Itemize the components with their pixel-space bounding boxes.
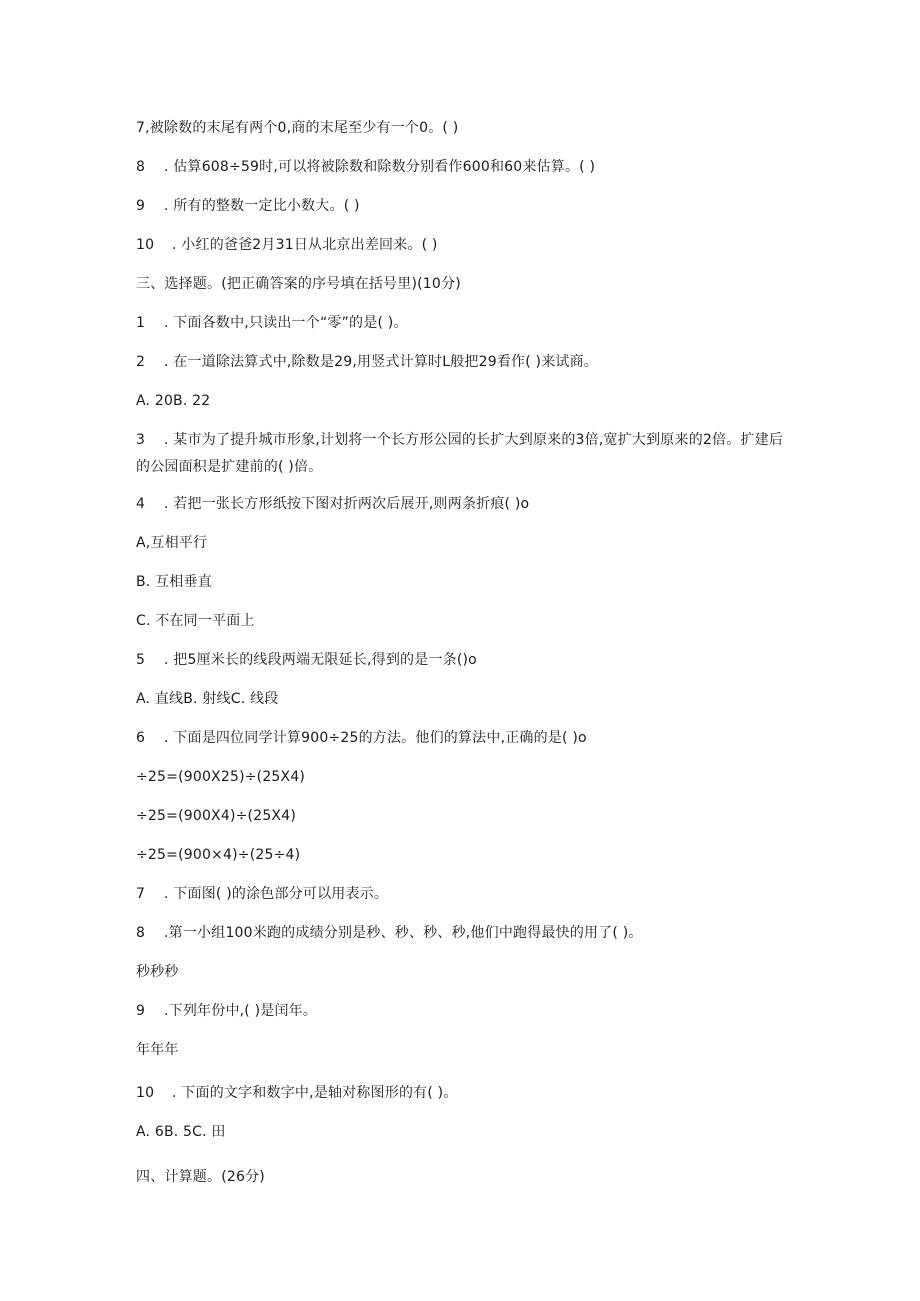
choice-item-6	[136, 728, 796, 748]
section-heading-choice	[136, 274, 796, 294]
item-text: . 下面的文字和数字中,是轴对称图形的有( )。	[172, 1085, 458, 1101]
choice-item-5	[136, 650, 796, 670]
item-number: 8	[136, 159, 146, 175]
choice-item-10	[136, 1083, 796, 1103]
option-text: A,互相平行	[136, 535, 208, 551]
options-text: A. 6B. 5C. 田	[136, 1124, 226, 1140]
formula-text: ÷25=(900X4)÷(25X4)	[136, 808, 296, 824]
choice-options-10	[136, 1122, 796, 1142]
item-number: 10	[136, 1085, 155, 1101]
item-text: . 所有的整数一定比小数大。( )	[164, 198, 360, 214]
options-text: A. 20B. 22	[136, 393, 211, 409]
choice-item-9	[136, 1001, 796, 1021]
item-text: 7,被除数的末尾有两个0,商的末尾至少有一个0。( )	[136, 120, 459, 136]
choice-item-2	[136, 352, 796, 372]
choice-options-8	[136, 962, 796, 982]
options-text: 年年年	[136, 1042, 179, 1058]
item-text: . 某市为了提升城市形象,计划将一个长方形公园的长扩大到原来的3倍,宽扩大到原来的2倍。扩建后的公园面积是扩建前的( )倍。	[136, 432, 784, 475]
item-number: 5	[136, 652, 146, 668]
formula-line-3	[136, 845, 796, 865]
item-text: .第一小组100米跑的成绩分别是秒、秒、秒、秒,他们中跑得最快的用了( )。	[164, 925, 643, 941]
item-number: 4	[136, 496, 146, 512]
item-text: . 若把一张长方形纸按下图对折两次后展开,则两条折痕( )o	[164, 496, 530, 512]
item-number: 9	[136, 198, 146, 214]
choice-option-c	[136, 611, 796, 631]
judge-item-9	[136, 196, 796, 216]
options-text: A. 直线B. 射线C. 线段	[136, 691, 279, 707]
section-title: 三、选择题。(把正确答案的序号填在括号里)(10分)	[136, 276, 461, 292]
choice-option-b	[136, 572, 796, 592]
section-heading-calculation	[136, 1167, 796, 1187]
item-number: 2	[136, 354, 146, 370]
option-text: C. 不在同一平面上	[136, 613, 255, 629]
item-text: . 下面各数中,只读出一个“零”的是( )。	[164, 315, 408, 331]
option-text: B. 互相垂直	[136, 574, 212, 590]
section-title: 四、计算题。(26分)	[136, 1169, 265, 1185]
item-text: .下列年份中,( )是闰年。	[164, 1003, 318, 1019]
item-number: 10	[136, 237, 155, 253]
choice-option-a	[136, 533, 796, 553]
judge-item-10	[136, 235, 796, 255]
choice-options-2	[136, 391, 796, 411]
formula-text: ÷25=(900×4)÷(25÷4)	[136, 847, 301, 863]
choice-item-7	[136, 884, 796, 904]
item-text: . 在一道除法算式中,除数是29,用竖式计算时L般把29看作( )来试商。	[164, 354, 599, 370]
item-text: . 估算608÷59时,可以将被除数和除数分别看作600和60来估算。( )	[164, 159, 596, 175]
choice-options-5	[136, 689, 796, 709]
item-text: . 把5厘米长的线段两端无限延长,得到的是一条()o	[164, 652, 477, 668]
item-number: 8	[136, 925, 146, 941]
formula-line-2	[136, 806, 796, 826]
item-number: 1	[136, 315, 146, 331]
item-text: . 下面图( )的涂色部分可以用表示。	[164, 886, 389, 902]
judge-item-8	[136, 157, 796, 177]
choice-item-3	[136, 427, 796, 481]
choice-item-1	[136, 313, 796, 333]
formula-line-1	[136, 767, 796, 787]
formula-text: ÷25=(900X25)÷(25X4)	[136, 769, 306, 785]
item-number: 6	[136, 730, 146, 746]
choice-options-9	[136, 1040, 796, 1060]
choice-item-8	[136, 923, 796, 943]
options-text: 秒秒秒	[136, 964, 179, 980]
item-number: 3	[136, 432, 146, 448]
item-number: 7	[136, 886, 146, 902]
item-number: 9	[136, 1003, 146, 1019]
item-text: . 下面是四位同学计算900÷25的方法。他们的算法中,正确的是( )o	[164, 730, 587, 746]
choice-item-4	[136, 494, 796, 514]
judge-item-7	[136, 118, 796, 138]
item-text: . 小红的爸爸2月31日从北京出差回来。( )	[172, 237, 438, 253]
